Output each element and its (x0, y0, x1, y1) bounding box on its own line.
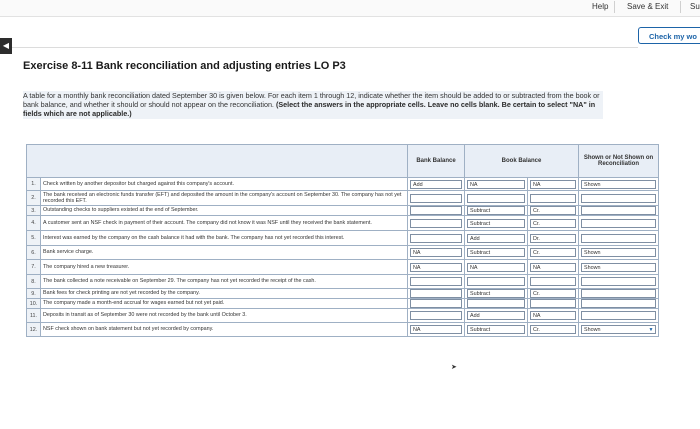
shown-select-value: Shown (584, 181, 601, 188)
row-description: The bank collected a note receivable on September 29. The company has not yet recorded the receipt of the cash. (41, 275, 408, 289)
book-balance-select[interactable] (467, 299, 525, 308)
book-entry-select-cell (528, 275, 579, 289)
table-spacer-row (27, 337, 659, 359)
book-balance-select[interactable] (467, 234, 525, 243)
table-row (27, 191, 659, 206)
bank-balance-select-cell (408, 191, 465, 206)
exercise-title: Exercise 8-11 Bank reconciliation and adjusting entries LO P3 (23, 60, 346, 72)
bank-balance-select-cell (408, 246, 465, 260)
book-entry-select[interactable] (530, 289, 576, 298)
bank-balance-select[interactable] (410, 289, 462, 298)
book-entry-select-cell (528, 289, 579, 299)
book-balance-select-cell (465, 231, 528, 246)
shown-select[interactable] (581, 277, 656, 286)
book-entry-select-value: Cr. (533, 327, 540, 333)
bank-balance-select-cell (408, 231, 465, 246)
bank-balance-select[interactable] (410, 311, 462, 320)
bank-balance-select-value: NA (413, 250, 421, 256)
book-entry-select[interactable] (530, 263, 576, 272)
row-number: 12. (27, 323, 41, 337)
row-number: 11. (27, 309, 41, 323)
book-balance-select-value: Subtract (470, 208, 491, 214)
row-description: Deposits in transit as of September 30 were not recorded by the bank until October 3. (41, 309, 408, 323)
book-balance-select[interactable] (467, 289, 525, 298)
shown-select-value: Shown (584, 264, 601, 271)
dropdown-arrow-icon[interactable]: ▼ (648, 327, 654, 333)
book-balance-select-cell (465, 260, 528, 275)
row-number: 9. (27, 289, 41, 299)
instructions-text: A table for a monthly bank reconciliation dated September 30 is given below. For each item 1 through 12, indicate whether the item should be added to or subtracted from the book or bank balance, and whether it should or should not appear on the reconciliation. (23, 91, 600, 110)
shown-select[interactable] (581, 180, 656, 189)
book-balance-select[interactable] (467, 263, 525, 272)
shown-select-cell (579, 309, 659, 323)
book-entry-select-cell (528, 231, 579, 246)
row-number: 1. (27, 178, 41, 191)
row-description: A customer sent an NSF check in payment of their account. The company did not know it was NSF until they received the bank statement. (41, 216, 408, 231)
book-entry-select-value: Dr. (533, 235, 540, 242)
book-entry-select[interactable] (530, 194, 576, 203)
book-balance-select-value: Subtract (470, 220, 491, 227)
bank-balance-select[interactable] (410, 180, 462, 189)
reconciliation-table (26, 144, 659, 359)
book-balance-select-value: Subtract (470, 250, 491, 256)
book-entry-select[interactable] (530, 219, 576, 228)
row-description: Outstanding checks to suppliers existed at the end of September. (41, 206, 408, 216)
shown-select-cell (579, 178, 659, 191)
book-balance-select-cell (465, 246, 528, 260)
row-description: The company made a month-end accrual for wages earned but not yet paid. (41, 299, 408, 309)
book-entry-select[interactable] (530, 248, 576, 257)
book-entry-select-value: Cr. (533, 220, 540, 227)
book-balance-select-value: Add (470, 313, 480, 319)
check-my-work-button[interactable]: Check my wo (638, 27, 700, 44)
bank-balance-select[interactable] (410, 219, 462, 228)
shown-select[interactable] (581, 206, 656, 215)
book-balance-select[interactable] (467, 325, 525, 334)
bank-balance-select[interactable] (410, 277, 462, 286)
save-exit-button[interactable]: Save & Exit (627, 2, 669, 11)
table-row (27, 323, 659, 337)
instructions (23, 91, 603, 119)
table-row (27, 178, 659, 191)
toolbar-divider (614, 1, 615, 13)
book-balance-select-cell (465, 216, 528, 231)
book-balance-select-value: NA (470, 181, 478, 188)
row-description: Check written by another depositor but charged against this company's account. (41, 178, 408, 191)
shown-select[interactable] (581, 194, 656, 203)
bank-balance-select-cell (408, 216, 465, 231)
book-balance-select-cell (465, 191, 528, 206)
book-balance-select-cell (465, 275, 528, 289)
book-entry-select[interactable] (530, 277, 576, 286)
book-balance-select-cell (465, 323, 528, 337)
shown-select[interactable] (581, 325, 656, 334)
table-row (27, 246, 659, 260)
shown-select[interactable] (581, 234, 656, 243)
book-entry-select-cell (528, 206, 579, 216)
shown-select[interactable] (581, 248, 656, 257)
book-balance-select[interactable] (467, 206, 525, 215)
row-number: 10. (27, 299, 41, 309)
table-row (27, 299, 659, 309)
book-balance-select-value: NA (470, 264, 478, 271)
shown-select-cell (579, 191, 659, 206)
shown-select-cell (579, 206, 659, 216)
book-entry-select[interactable] (530, 299, 576, 308)
bank-balance-select-cell (408, 275, 465, 289)
book-balance-select-cell (465, 299, 528, 309)
header-bank-balance: Bank Balance (408, 145, 465, 178)
bank-balance-select[interactable] (410, 299, 462, 308)
book-balance-select[interactable] (467, 219, 525, 228)
table-row (27, 289, 659, 299)
shown-select-value: Shown (584, 250, 601, 256)
book-balance-select-cell (465, 206, 528, 216)
row-description: The bank received an electronic funds transfer (EFT) and deposited the amount in the company's account on September 30. The company has not yet recorded this EFT. (41, 191, 408, 206)
book-entry-select[interactable] (530, 311, 576, 320)
book-balance-select-value: Add (470, 235, 480, 242)
book-entry-select-cell (528, 309, 579, 323)
bank-balance-select[interactable] (410, 194, 462, 203)
bank-balance-select-cell (408, 299, 465, 309)
shown-select-cell (579, 231, 659, 246)
book-entry-select-value: Cr. (533, 291, 540, 297)
book-entry-select[interactable] (530, 206, 576, 215)
shown-select-cell (579, 260, 659, 275)
header-shown: Shown or Not Shown on Reconciliation (579, 145, 659, 178)
book-entry-select-cell (528, 260, 579, 275)
row-number: 8. (27, 275, 41, 289)
book-entry-select-cell (528, 178, 579, 191)
bank-balance-select-cell (408, 309, 465, 323)
divider (12, 47, 638, 48)
shown-select[interactable] (581, 311, 656, 320)
book-entry-select[interactable] (530, 234, 576, 243)
shown-select-cell (579, 289, 659, 299)
book-entry-select-cell (528, 246, 579, 260)
table-row (27, 231, 659, 246)
book-entry-select[interactable] (530, 325, 576, 334)
shown-select-cell (579, 323, 659, 337)
table-row (27, 309, 659, 323)
book-balance-select[interactable] (467, 180, 525, 189)
header-blank (27, 145, 408, 178)
row-description: Interest was earned by the company on the cash balance it had with the bank. The company has not yet recorded this interest. (41, 231, 408, 246)
shown-select-cell (579, 216, 659, 231)
shown-select[interactable] (581, 299, 656, 308)
table-header-row (27, 145, 659, 178)
table-row (27, 206, 659, 216)
top-toolbar (0, 0, 700, 17)
shown-select-cell (579, 246, 659, 260)
row-description: The company hired a new treasurer. (41, 260, 408, 275)
bank-balance-select[interactable] (410, 234, 462, 243)
bank-balance-select-value: NA (413, 264, 421, 271)
book-entry-select-cell (528, 323, 579, 337)
row-number: 4. (27, 216, 41, 231)
book-entry-select-value: NA (533, 264, 541, 271)
bank-balance-select-value: NA (413, 327, 421, 333)
book-balance-select-cell (465, 309, 528, 323)
bank-balance-select[interactable] (410, 263, 462, 272)
book-entry-select-value: NA (533, 181, 541, 188)
help-button[interactable]: Help (592, 2, 609, 11)
book-balance-select-cell (465, 178, 528, 191)
table-spacer (27, 337, 659, 359)
bank-balance-select-cell (408, 289, 465, 299)
row-number: 2. (27, 191, 41, 206)
shown-select[interactable] (581, 263, 656, 272)
bank-balance-select[interactable] (410, 325, 462, 334)
bank-balance-select[interactable] (410, 206, 462, 215)
book-entry-select-value: Cr. (533, 250, 540, 256)
book-balance-select-value: Subtract (470, 327, 491, 333)
bank-balance-select-cell (408, 323, 465, 337)
header-book-balance: Book Balance (465, 145, 579, 178)
book-entry-select-cell (528, 299, 579, 309)
row-description: Bank fees for check printing are not yet recorded by the company. (41, 289, 408, 299)
shown-select-cell (579, 275, 659, 289)
book-entry-select-cell (528, 216, 579, 231)
mouse-cursor-icon: ➤ (451, 364, 457, 371)
bank-balance-select-value: Add (413, 181, 423, 188)
book-balance-select[interactable] (467, 194, 525, 203)
submit-button[interactable]: Su (690, 2, 700, 11)
book-entry-select-cell (528, 191, 579, 206)
bank-balance-select[interactable] (410, 248, 462, 257)
row-number: 6. (27, 246, 41, 260)
bank-balance-select-cell (408, 178, 465, 191)
shown-select[interactable] (581, 289, 656, 298)
bank-balance-select-cell (408, 260, 465, 275)
toolbar-divider (680, 1, 681, 13)
bank-balance-select-cell (408, 206, 465, 216)
chevron-left-icon[interactable]: ◀ (0, 38, 12, 54)
row-description: Bank service charge. (41, 246, 408, 260)
table-row (27, 216, 659, 231)
shown-select-value: Shown (584, 327, 601, 333)
book-entry-select-value: NA (533, 313, 541, 319)
row-description: NSF check shown on bank statement but not yet recorded by company. (41, 323, 408, 337)
table-row (27, 275, 659, 289)
book-balance-select-value: Subtract (470, 291, 491, 297)
book-entry-select[interactable] (530, 180, 576, 189)
row-number: 3. (27, 206, 41, 216)
book-entry-select-value: Cr. (533, 208, 540, 214)
book-balance-select[interactable] (467, 248, 525, 257)
shown-select[interactable] (581, 219, 656, 228)
row-number: 5. (27, 231, 41, 246)
row-number: 7. (27, 260, 41, 275)
table-row (27, 260, 659, 275)
instructions-note: (Select the answers in the appropriate cells. Leave no cells blank. Be certain to select "NA" in fields which are not applicable.) (23, 100, 596, 119)
book-balance-select[interactable] (467, 277, 525, 286)
book-balance-select-cell (465, 289, 528, 299)
shown-select-cell (579, 299, 659, 309)
book-balance-select[interactable] (467, 311, 525, 320)
